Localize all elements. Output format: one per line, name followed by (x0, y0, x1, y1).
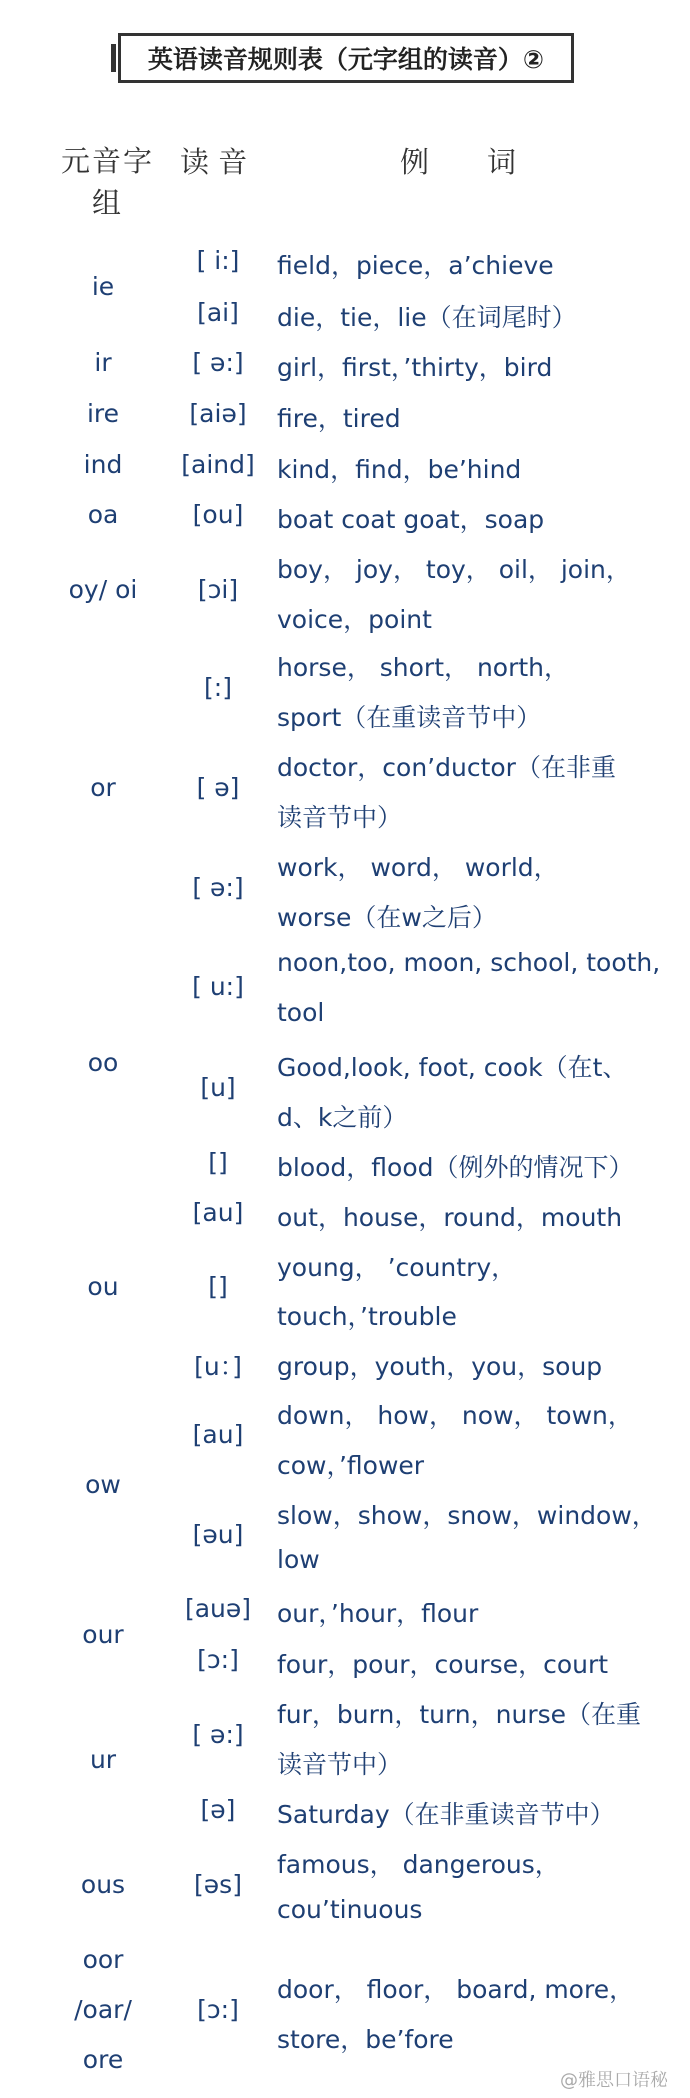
example-words: voice，point (277, 605, 432, 634)
example-words: cow，’flower (277, 1451, 425, 1480)
example-words: down， how， now， town， (277, 1401, 633, 1430)
example-words: Saturday（在非重读音节中） (277, 1800, 615, 1829)
example-words: blood，flood（例外的情况下） (277, 1153, 634, 1182)
example-words: sport（在重读音节中） (277, 703, 542, 732)
phoneme: [ ə:] (192, 348, 244, 377)
example-words: boy， joy， toy， oil， join， (277, 555, 631, 584)
example-words: group，youth，you，soup (277, 1352, 603, 1381)
group-label: /oar/ (74, 1995, 132, 2024)
example-words: doctor，con’ductor（在非重 (277, 753, 616, 782)
group-label: ous (80, 1870, 126, 1899)
phoneme: [ɔ:] (197, 1995, 239, 2024)
phoneme: [ ə:] (192, 873, 244, 902)
header-group: 元音字组 (60, 144, 154, 220)
group-label: ore (82, 2045, 124, 2074)
phoneme: [ɔ:] (197, 1645, 239, 1674)
example-words: tool (277, 998, 325, 1027)
example-words: kind，find，be’hind (277, 455, 522, 484)
phoneme: [auə] (184, 1594, 252, 1623)
example-words: Good,look, foot, cook（在t、 (277, 1053, 628, 1082)
phoneme: [əu] (192, 1520, 244, 1549)
example-words: 读音节中） (277, 803, 403, 832)
example-words: 读音节中） (277, 1750, 403, 1779)
example-words: boat coat goat，soap (277, 505, 545, 534)
phoneme: [ i:] (196, 246, 240, 275)
example-words: field，piece，a’chieve (277, 251, 554, 280)
example-words: four，pour，course，court (277, 1650, 609, 1679)
example-words: fur，burn，turn，nurse（在重 (277, 1700, 642, 1729)
group-label: ind (83, 450, 123, 479)
example-words: low (277, 1545, 320, 1574)
group-label: ie (91, 272, 115, 301)
phoneme: [] (208, 1272, 228, 1301)
phoneme: [aiə] (189, 399, 247, 428)
phoneme: [ ə] (196, 773, 240, 802)
example-words: store，be’fore (277, 2025, 454, 2054)
phoneme: [u] (200, 1073, 236, 1102)
phoneme: [aind] (181, 450, 255, 479)
example-words: fire，tired (277, 404, 401, 433)
header-examples: 例 词 (400, 145, 517, 179)
group-label: or (90, 773, 116, 802)
example-words: young， ’country， (277, 1253, 517, 1282)
example-words: cou’tinuous (277, 1895, 423, 1924)
phoneme: [əs] (194, 1870, 242, 1899)
group-label: ire (86, 399, 120, 428)
example-words: noon,too, moon, school, tooth, (277, 948, 661, 977)
watermark: @雅思口语秘 (560, 2070, 668, 2091)
group-label: ou (87, 1272, 119, 1301)
example-words: out，house，round，mouth (277, 1203, 623, 1232)
phoneme: [ ə:] (192, 1720, 244, 1749)
example-words: horse， short， north， (277, 653, 570, 682)
example-words: famous， dangerous， (277, 1850, 560, 1879)
phoneme: [ u:] (192, 972, 244, 1001)
page-title: 英语读音规则表（元字组的读音）② (118, 33, 574, 83)
group-label: ow (85, 1470, 121, 1499)
example-words: door， floor， board, more， (277, 1975, 635, 2004)
group-label: oy/ oi (68, 575, 138, 604)
phoneme: [ə] (200, 1795, 236, 1824)
group-label: our (82, 1620, 124, 1649)
example-words: slow，show，snow，window， (277, 1501, 657, 1530)
group-label: oo (87, 1048, 119, 1077)
example-words: d、k之前） (277, 1103, 408, 1132)
phoneme: [] (208, 1148, 228, 1177)
phoneme: [ou] (192, 500, 244, 529)
example-words: our，’hour，flour (277, 1599, 479, 1628)
group-label: oor (82, 1945, 124, 1974)
phoneme: [u：] (194, 1352, 242, 1381)
group-label: ur (89, 1745, 117, 1774)
group-label: ir (94, 348, 112, 377)
phoneme: [ai] (197, 298, 239, 327)
header-phoneme: 读 音 (180, 145, 248, 179)
phoneme: [au] (192, 1420, 244, 1449)
phoneme: [ɔi] (197, 575, 239, 604)
example-words: die，tie，lie（在词尾时） (277, 303, 577, 332)
phoneme: [:] (204, 673, 232, 702)
example-words: touch，’trouble (277, 1302, 457, 1331)
phoneme: [au] (192, 1198, 244, 1227)
example-words: girl，first，’thirty，bird (277, 353, 553, 382)
example-words: work， word， world， (277, 853, 559, 882)
example-words: worse（在w之后） (277, 903, 497, 932)
group-label: oa (87, 500, 119, 529)
